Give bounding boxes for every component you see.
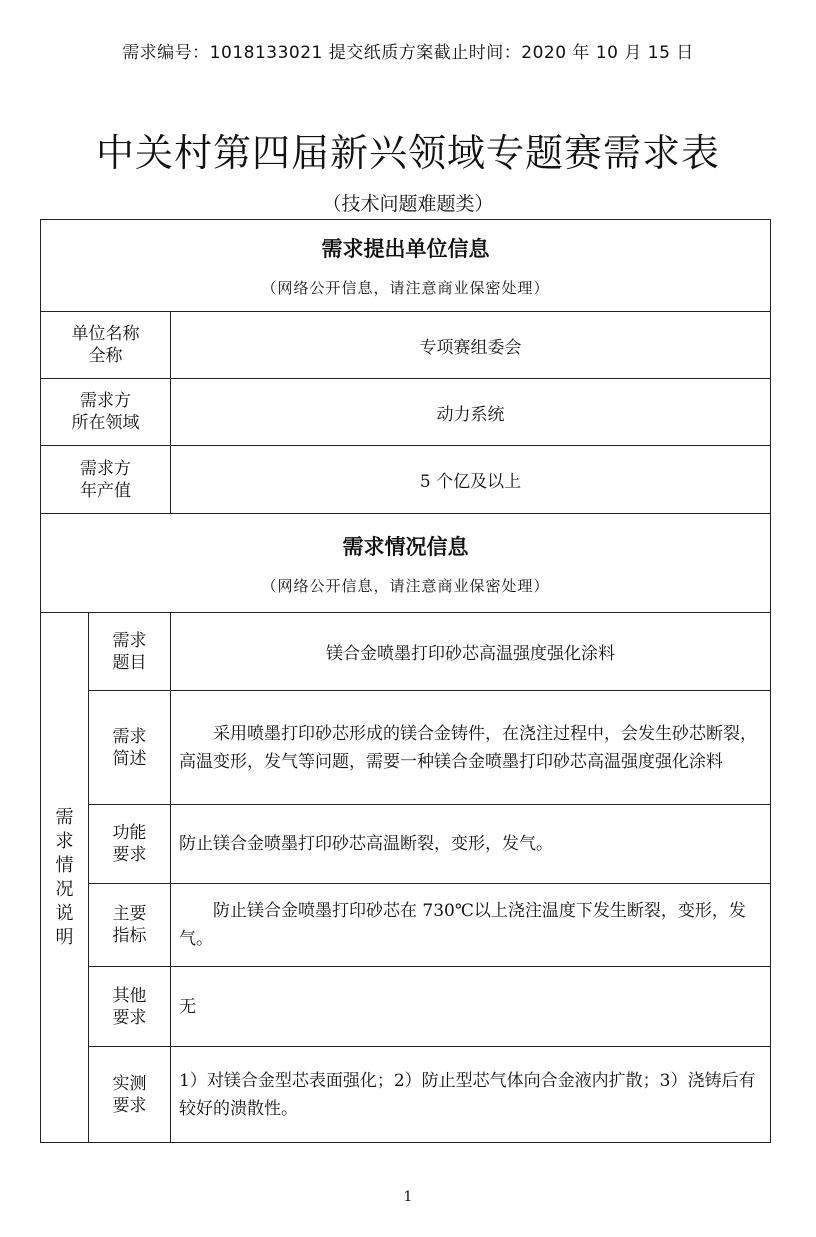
document-header: 需求编号：1018133021 提交纸质方案截止时间：2020 年 10 月 15 日	[122, 43, 694, 63]
section-header-unit-info	[41, 220, 771, 312]
row-value: 无	[171, 967, 771, 1047]
row-label: 单位名称 全称	[41, 312, 171, 379]
table-row	[41, 312, 771, 379]
row-label: 其他 要求	[89, 967, 171, 1047]
row-value: 专项赛组委会	[171, 312, 771, 379]
page-subtitle: （技术问题难题类）	[322, 193, 494, 215]
row-label: 需求方 所在领域	[41, 379, 171, 446]
row-label: 需求方 年产值	[41, 446, 171, 514]
section-note: （网络公开信息，请注意商业保密处理）	[261, 576, 550, 595]
requirement-table	[40, 219, 771, 1143]
section-header-demand-info	[41, 514, 771, 613]
row-value: 1）对镁合金型芯表面强化；2）防止型芯气体向合金液内扩散；3）浇铸后有较好的溃散性。	[171, 1047, 771, 1143]
row-value: 动力系统	[171, 379, 771, 446]
row-value: 镁合金喷墨打印砂芯高温强度强化涂料	[171, 613, 771, 691]
table-row	[41, 446, 771, 514]
row-label: 功能 要求	[89, 805, 171, 884]
side-label-demand-description: 需 求 情 况 说 明	[41, 613, 89, 1143]
page-title: 中关村第四届新兴领域专题赛需求表	[95, 131, 720, 175]
row-label: 需求 题目	[89, 613, 171, 691]
row-label: 主要 指标	[89, 884, 171, 967]
table-row	[41, 805, 771, 884]
row-label: 实测 要求	[89, 1047, 171, 1143]
table-row	[41, 379, 771, 446]
table-row	[41, 884, 771, 967]
section-note: （网络公开信息，请注意商业保密处理）	[261, 279, 550, 297]
row-value: 防止镁合金喷墨打印砂芯高温断裂，变形，发气。	[171, 805, 771, 884]
row-label: 需求 简述	[89, 691, 171, 805]
row-value: 5 个亿及以上	[171, 446, 771, 514]
section-title: 需求提出单位信息	[321, 237, 490, 261]
section-title: 需求情况信息	[342, 534, 469, 559]
table-row	[41, 691, 771, 805]
table-row	[41, 1047, 771, 1143]
row-value: 采用喷墨打印砂芯形成的镁合金铸件，在浇注过程中，会发生砂芯断裂，高温变形，发气等问题，需要一种镁合金喷墨打印砂芯高温强度强化涂料	[171, 691, 771, 805]
table-row	[41, 613, 771, 691]
page-number: 1	[403, 1189, 413, 1205]
row-value: 防止镁合金喷墨打印砂芯在 730℃以上浇注温度下发生断裂，变形，发气。	[171, 884, 771, 967]
table-row	[41, 967, 771, 1047]
